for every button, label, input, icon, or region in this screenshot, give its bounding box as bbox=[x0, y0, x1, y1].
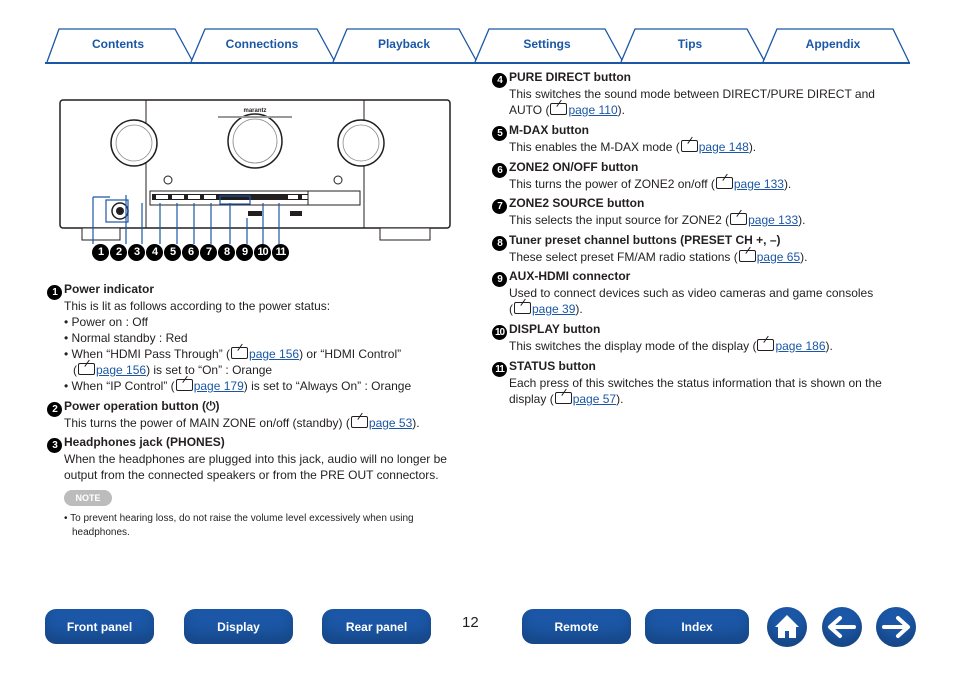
page-link[interactable]: page 148 bbox=[698, 140, 749, 154]
callout-numbers: 1 2 3 4 5 6 7 8 9 10 11 bbox=[92, 244, 290, 264]
tab-connections[interactable]: Connections bbox=[225, 37, 299, 51]
section-power-indicator: 1 Power indicator This is lit as follows according to the power status: • Power on : Off • Normal standby : Red • When “HDMI Pass Through” ( page 156) or “HDMI Control” ( page 156) is set to “On” : Orange • When “IP Control” ( page 179) is set to “Always On” : Orange bbox=[47, 282, 465, 394]
section-power-operation-button: 2 Power operation button (⏻) This turns the power of MAIN ZONE on/off (standby) ( page 53). bbox=[47, 399, 465, 431]
section-status-button: 11 STATUS button Each press of this switches the status information that is shown on the display ( page 57). bbox=[492, 359, 910, 407]
back-button[interactable] bbox=[822, 607, 862, 647]
top-tab-bar bbox=[45, 27, 910, 63]
section-zone2-on-off-button: 6 ZONE2 ON/OFF button This turns the power of ZONE2 on/off ( page 133). bbox=[492, 160, 910, 192]
arrow-left-icon bbox=[822, 607, 862, 647]
header-rule bbox=[45, 62, 910, 64]
page-reference-icon bbox=[555, 392, 572, 404]
page-link[interactable]: page 110 bbox=[568, 103, 618, 117]
page-reference-icon bbox=[739, 250, 756, 262]
section-tuner-preset-buttons: 8 Tuner preset channel buttons (PRESET CH +, –) These select preset FM/AM radio stations ( page 65). bbox=[492, 233, 910, 265]
section-aux-hdmi-connector: 9 AUX-HDMI connector Used to connect devices such as video cameras and game consoles ( page 39). bbox=[492, 269, 910, 317]
page-reference-icon bbox=[231, 347, 248, 359]
home-button[interactable] bbox=[767, 607, 807, 647]
page-number: 12 bbox=[462, 614, 479, 631]
front-panel-button[interactable]: Front panel bbox=[45, 609, 154, 644]
page-link[interactable]: page 57 bbox=[572, 392, 617, 406]
note-badge: NOTE bbox=[64, 490, 112, 506]
tab-settings[interactable]: Settings bbox=[523, 37, 571, 51]
section-display-button: 10 DISPLAY button This switches the display mode of the display ( page 186). bbox=[492, 322, 910, 354]
tab-playback[interactable]: Playback bbox=[377, 37, 431, 51]
page-link[interactable]: page 53 bbox=[368, 416, 413, 430]
note-text: • To prevent hearing loss, do not raise the volume level excessively when using headphones. bbox=[64, 513, 414, 538]
tab-appendix[interactable]: Appendix bbox=[805, 37, 861, 51]
page-reference-icon bbox=[681, 140, 698, 152]
front-panel-illustration bbox=[58, 96, 453, 247]
section-pure-direct-button: 4 PURE DIRECT button This switches the sound mode between DIRECT/PURE DIRECT and AUTO ( page 110). bbox=[492, 70, 910, 118]
page-link[interactable]: page 133 bbox=[748, 213, 799, 227]
page-reference-icon bbox=[730, 213, 747, 225]
page-reference-icon bbox=[514, 302, 531, 314]
home-icon bbox=[767, 607, 807, 647]
page-link[interactable]: page 133 bbox=[733, 177, 784, 191]
page-link[interactable]: page 156 bbox=[249, 347, 300, 361]
tab-tips[interactable]: Tips bbox=[677, 37, 703, 51]
forward-button[interactable] bbox=[876, 607, 916, 647]
remote-button[interactable]: Remote bbox=[522, 609, 631, 644]
page-reference-icon bbox=[78, 363, 95, 375]
section-zone2-source-button: 7 ZONE2 SOURCE button This selects the input source for ZONE2 ( page 133). bbox=[492, 196, 910, 228]
rear-panel-button[interactable]: Rear panel bbox=[322, 609, 431, 644]
section-m-dax-button: 5 M-DAX button This enables the M-DAX mode ( page 148). bbox=[492, 123, 910, 155]
page-link[interactable]: page 179 bbox=[193, 379, 244, 393]
page-link[interactable]: page 39 bbox=[532, 302, 576, 316]
page-reference-icon bbox=[176, 379, 193, 391]
page-reference-icon bbox=[550, 103, 567, 115]
index-button[interactable]: Index bbox=[645, 609, 749, 644]
arrow-right-icon bbox=[876, 607, 916, 647]
brand-logo: marantz bbox=[243, 108, 267, 114]
display-button[interactable]: Display bbox=[184, 609, 293, 644]
page-reference-icon bbox=[757, 339, 774, 351]
page-link[interactable]: page 156 bbox=[96, 363, 147, 377]
tab-contents[interactable]: Contents bbox=[92, 37, 144, 51]
page-reference-icon bbox=[351, 416, 368, 428]
page-link[interactable]: page 65 bbox=[756, 250, 801, 264]
page-reference-icon bbox=[716, 177, 733, 189]
page-link[interactable]: page 186 bbox=[775, 339, 826, 353]
section-headphones-jack: 3 Headphones jack (PHONES) When the headphones are plugged into this jack, audio will no longer be output from the connected speakers or from the PRE OUT connectors. bbox=[47, 435, 467, 483]
